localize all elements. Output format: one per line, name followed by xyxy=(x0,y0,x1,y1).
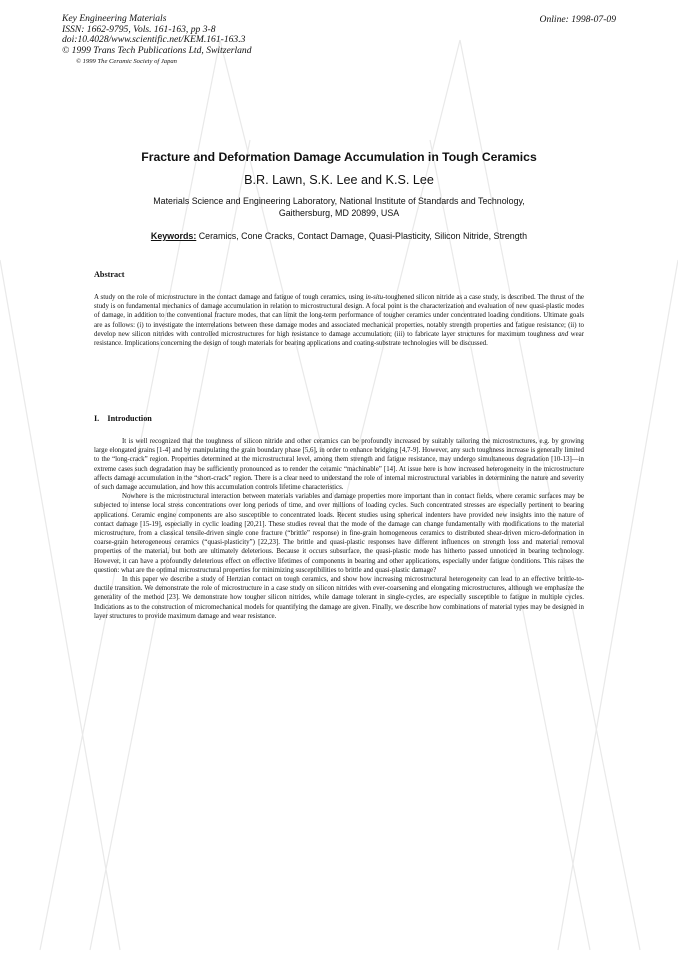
paper-title: Fracture and Deformation Damage Accumulation in Tough Ceramics xyxy=(141,150,537,164)
online-date: Online: 1998-07-09 xyxy=(539,14,616,25)
affiliation-line-2: Gaithersburg, MD 20899, USA xyxy=(278,207,400,218)
issn-line: ISSN: 1662-9795, Vols. 161-163, pp 3-8 xyxy=(62,23,216,35)
introduction-body xyxy=(94,437,584,621)
journal-header xyxy=(62,14,252,68)
abstract-paragraph: A study on the role of microstructure in the contact damage and fatigue of tough ceramics, using in-situ-toughened silicon nitride as a case study, is described. The thrust of the study is on fundamental mechanics of damage accumulation in relation to microstructural design. A focal point is the characterization and evaluation of new quasi-plastic modes of damage, in addition to the conventional fracture modes, that can limit the long-term performance of tougher ceramics under concentrated loading conditions. Ultimate goals are as follows: (i) to investigate the interrelations between these damage modes and associated mechanical properties, notably strength properties and fatigue resistance; (ii) to develop new silicon nitrides with controlled microstructures for high resistance to damage accumulation; (iii) to fabricate layer structures for maximum toughness and wear resistance. Implications concerning the design of tough materials for bearing applications and coating-substrate technologies will be discussed. xyxy=(94,294,584,348)
paper-authors: B.R. Lawn, S.K. Lee and K.S. Lee xyxy=(244,173,434,187)
keywords-label: Keywords: xyxy=(150,231,197,241)
keywords-line xyxy=(0,231,678,241)
journal-name: Key Engineering Materials xyxy=(62,13,167,24)
affiliation-line-1: Materials Science and Engineering Laboratory, National Institute of Standards and Technology, xyxy=(153,196,525,206)
paper-affiliation xyxy=(100,196,578,219)
doi-line: doi:10.4028/www.scientific.net/KEM.161-163.3 xyxy=(62,34,246,46)
intro-paragraph-3: In this paper we describe a study of Hertzian contact on tough ceramics, and show how increasing microstructural heterogeneity can lead to an effective brittle-to-ductile transition. We demonstrate the role of microstructure in a case study on silicon nitrides with ever-coarsening and elongating microstructures, although we emphasize the generality of the method [23]. We demonstrate how tougher silicon nitrides, while damage tolerant in single-cycles, are especially susceptible to fatigue in multiple cycles. Indications as to the construction of micromechanical models for quantifying the damage are given. Finally, we describe how combinations of material types may be designed in layer structures to provide maximum damage and wear resistance. xyxy=(94,576,584,620)
copyright-line: © 1999 Trans Tech Publications Ltd, Switzerland xyxy=(62,44,252,56)
intro-paragraph-1: It is well recognized that the toughness of silicon nitride and other ceramics can be profoundly increased by suitably tailoring the microstructures, e.g. by growing large elongated grains [1-4] and by manipulating the grain boundary phase [5,6], in order to enhance bridging [4,7-9]. However, any such toughness increase is generally limited to the “long-crack” region. Properties determined at the microstructural level, among them strength and fatigue resistance, may undergo simultaneous degradation [10-13]—in extreme cases such degradation may be sufficiently pronounced as to render the ceramic “machinable” [14]. At issue here is how increased heterogeneity in the microstructure affects damage accumulation in the “short-crack” region. There is a clear need to understand the role of internal microstructural variables in determining the nature and severity of such damage accumulation, and how this accumulation controls lifetime characteristics. xyxy=(94,438,584,492)
keywords-list: Ceramics, Cone Cracks, Contact Damage, Quasi-Plasticity, Silicon Nitride, Strength xyxy=(198,231,528,241)
abstract-body xyxy=(94,293,584,348)
intro-paragraph-2: Nowhere is the microstructural interaction between materials variables and damage properties more important than in contact fields, where ceramic surfaces may be subjected to intense local stress concentrations over long periods of time, and over millions of loading cycles. Such concentrated stresses are especially pertinent to bearing applications. Ceramic engine components are also susceptible to concentrated loads. Recent studies using spherical indenters have provided new insights into the nature of contact damage [15-19], especially in cyclic loading [20,21]. These studies reveal that the mode of the damage can change fundamentally with modifications to the material microstructure, from a classical tensile-driven single cone fracture (“brittle” response) in fine-grain homogeneous ceramics to distributed shear-driven micro-deformation in coarse-grain heterogeneous ceramics (“quasi-plasticity”) [22,23]. The brittle and quasi-plastic responses have different influences on strength loss and material removal properties of the material, but both are ultimately deleterious. Because it occurs subsurface, the quasi-plastic mode has hitherto passed unnoticed in bearing technology. However, it can have a profoundly deleterious effect on effective lifetimes of components in bearing and other applications, especially under fatigue conditions. This raises the question: what are the optimal microstructural properties for minimizing susceptibilities to brittle and quasi-plastic damage? xyxy=(94,493,584,574)
abstract-heading: Abstract xyxy=(94,270,125,279)
introduction-heading: I. Introduction xyxy=(94,414,152,423)
society-line: © 1999 The Ceramic Society of Japan xyxy=(76,58,177,66)
